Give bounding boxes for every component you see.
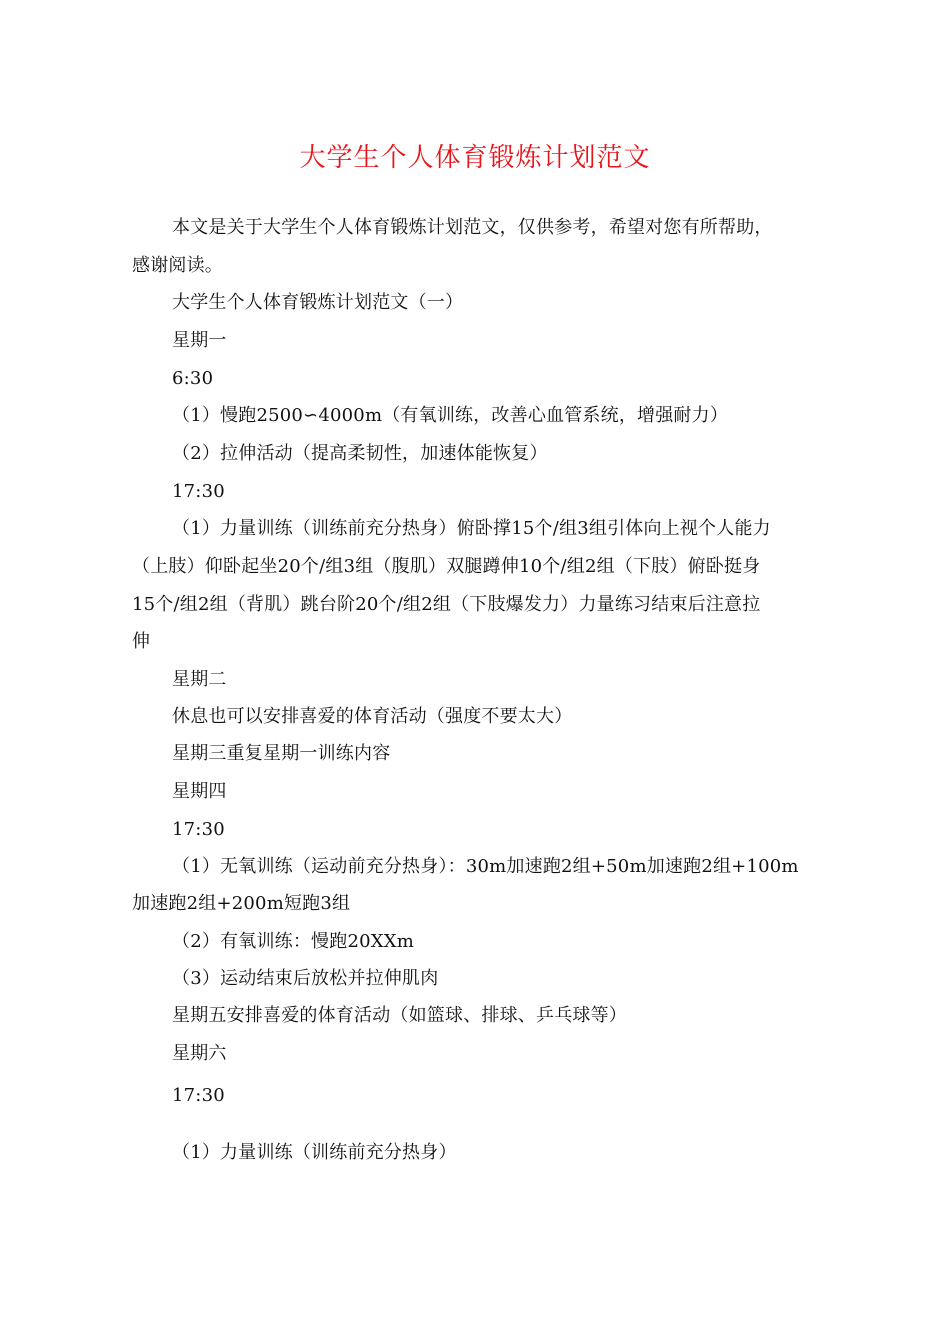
day-heading-thursday: 星期四	[172, 781, 227, 802]
document-title: 大学生个人体育锻炼计划范文	[299, 143, 651, 173]
time-label: 17:30	[172, 819, 225, 840]
time-label: 6:30	[172, 368, 214, 389]
exercise-item: （2）拉伸活动（提高柔韧性，加速体能恢复）	[172, 443, 548, 464]
intro-paragraph-line: 本文是关于大学生个人体育锻炼计划范文，仅供参考，希望对您有所帮助，	[172, 217, 773, 238]
exercise-item-continued: 15个/组2组（背肌）跳台阶20个/组2组（下肢爆发力）力量练习结束后注意拉	[132, 594, 761, 615]
exercise-item: （3）运动结束后放松并拉伸肌肉	[172, 968, 439, 989]
exercise-item: （1）力量训练（训练前充分热身）俯卧撑15个/组3组引体向上视个人能力	[172, 518, 771, 539]
day-heading-monday: 星期一	[172, 330, 227, 351]
day-heading-tuesday: 星期二	[172, 669, 227, 690]
time-label: 17:30	[172, 1085, 225, 1106]
exercise-item-continued: 加速跑2组+200m短跑3组	[132, 893, 351, 914]
section-heading: 大学生个人体育锻炼计划范文（一）	[172, 292, 464, 313]
day-heading-wednesday: 星期三重复星期一训练内容	[172, 743, 391, 764]
day-heading-saturday: 星期六	[172, 1043, 227, 1064]
exercise-item-continued: 伸	[132, 631, 151, 652]
exercise-item-continued: （上肢）仰卧起坐20个/组3组（腹肌）双腿蹲伸10个/组2组（下肢）俯卧挺身	[132, 556, 761, 577]
activity-note: 休息也可以安排喜爱的体育活动（强度不要太大）	[172, 706, 573, 727]
exercise-item: （1）无氧训练（运动前充分热身）：30m加速跑2组+50m加速跑2组+100m	[172, 856, 799, 877]
intro-paragraph-line: 感谢阅读。	[132, 255, 223, 276]
time-label: 17:30	[172, 481, 225, 502]
day-heading-friday: 星期五安排喜爱的体育活动（如篮球、排球、乒乓球等）	[172, 1005, 627, 1026]
exercise-item: （1）慢跑2500∽4000m（有氧训练，改善心血管系统，增强耐力）	[172, 405, 729, 426]
exercise-item: （2）有氧训练：慢跑20XXm	[172, 931, 415, 952]
exercise-item: （1）力量训练（训练前充分热身）	[172, 1142, 457, 1163]
